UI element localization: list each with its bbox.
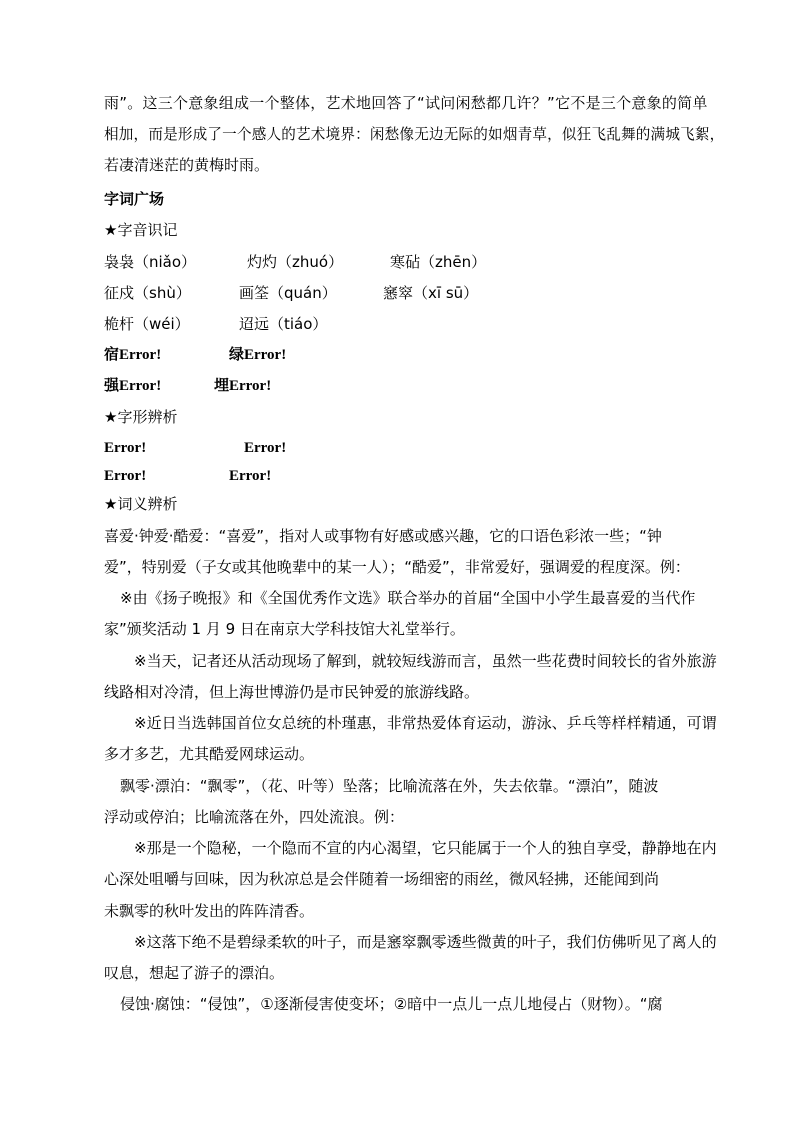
pronunciation-item: 征戍（shù） <box>104 284 191 302</box>
section-title: 字词广场 <box>104 190 165 208</box>
meaning-line: 心深处咀嚼与回味，因为秋凉总是会伴随着一场细密的雨丝，微风轻拂，还能闻到尚 <box>104 870 660 888</box>
glyph-item: Error! <box>244 440 287 456</box>
pronunciation-item: 灼灼（zhuó） <box>247 253 344 271</box>
meaning-line: ※这落下绝不是碧绿柔软的叶子，而是窸窣飘零透些微黄的叶子，我们仿佛听见了离人的 <box>134 933 717 951</box>
pronunciation-item: 桅杆（wéi） <box>104 315 190 333</box>
meaning-line: 侵蚀·腐蚀：“侵蚀”，①逐渐侵害使变坏；②暗中一点儿一点儿地侵占（财物）。“腐 <box>120 995 663 1013</box>
meaning-line: 多才多艺，尤其酷爱网球运动。 <box>104 745 315 763</box>
polyphone-item: 宿Error! <box>104 347 162 363</box>
meaning-line: 未飘零的秋叶发出的阵阵清香。 <box>104 902 315 920</box>
meaning-line: 叹息，想起了游子的漂泊。 <box>104 964 285 982</box>
paragraph-line: 相加，而是形成了一个感人的艺术境界：闲愁像无边无际的如烟青草，似狂飞乱舞的满城飞絮， <box>104 125 725 143</box>
meaning-line: 线路相对冷清，但上海世博游仍是市民钟爱的旅游线路。 <box>104 683 480 701</box>
meaning-line: 飘零·漂泊：“飘零”，（花、叶等）坠落；比喻流落在外，失去依靠。“漂泊”，随波 <box>120 777 659 795</box>
pronunciation-item: 迢远（tiáo） <box>239 315 328 333</box>
meaning-line: ※由《扬子晚报》和《全国优秀作文选》联合举办的首届“全国中小学生最喜爱的当代作 <box>120 589 696 607</box>
meaning-line: 喜爱·钟爱·酷爱：“喜爱”，指对人或事物有好感或感兴趣，它的口语色彩浓一些；“钟 <box>104 527 662 545</box>
meaning-line: 爱”，特别爱（子女或其他晚辈中的某一人）；“酷爱”，非常爱好，强调爱的程度深。例： <box>104 558 690 576</box>
meaning-line: ※当天，记者还从活动现场了解到，就较短线游而言，虽然一些花费时间较长的省外旅游 <box>134 652 717 670</box>
polyphone-item: 绿Error! <box>229 347 287 363</box>
pronunciation-item: 寒砧（zhēn） <box>390 253 487 271</box>
polyphone-item: 强Error! <box>104 378 162 394</box>
pronunciation-heading: ★字音识记 <box>104 221 178 239</box>
glyph-heading: ★字形辨析 <box>104 408 178 426</box>
polyphone-item: 埋Error! <box>214 378 272 394</box>
meaning-line: ※近日当选韩国首位女总统的朴瑾惠，非常热爱体育运动，游泳、乒乓等样样精通，可谓 <box>134 714 717 732</box>
pronunciation-item: 窸窣（xī sū） <box>383 284 479 302</box>
meaning-line: 家”颁奖活动 1 月 9 日在南京大学科技馆大礼堂举行。 <box>104 620 465 638</box>
paragraph-line: 雨”。这三个意象组成一个整体，艺术地回答了“试问闲愁都几许？”它不是三个意象的简单 <box>104 94 708 112</box>
meaning-line: ※那是一个隐秘，一个隐而不宣的内心渴望，它只能属于一个人的独自享受，静静地在内 <box>134 839 717 857</box>
glyph-item: Error! <box>104 440 147 456</box>
pronunciation-item: 袅袅（niǎo） <box>104 253 197 271</box>
glyph-item: Error! <box>104 468 147 484</box>
glyph-item: Error! <box>229 468 272 484</box>
paragraph-line: 若凄清迷茫的黄梅时雨。 <box>104 156 270 174</box>
meaning-heading: ★词义辨析 <box>104 495 178 513</box>
pronunciation-item: 画筌（quán） <box>239 284 337 302</box>
meaning-line: 浮动或停泊；比喻流落在外，四处流浪。例： <box>104 808 405 826</box>
